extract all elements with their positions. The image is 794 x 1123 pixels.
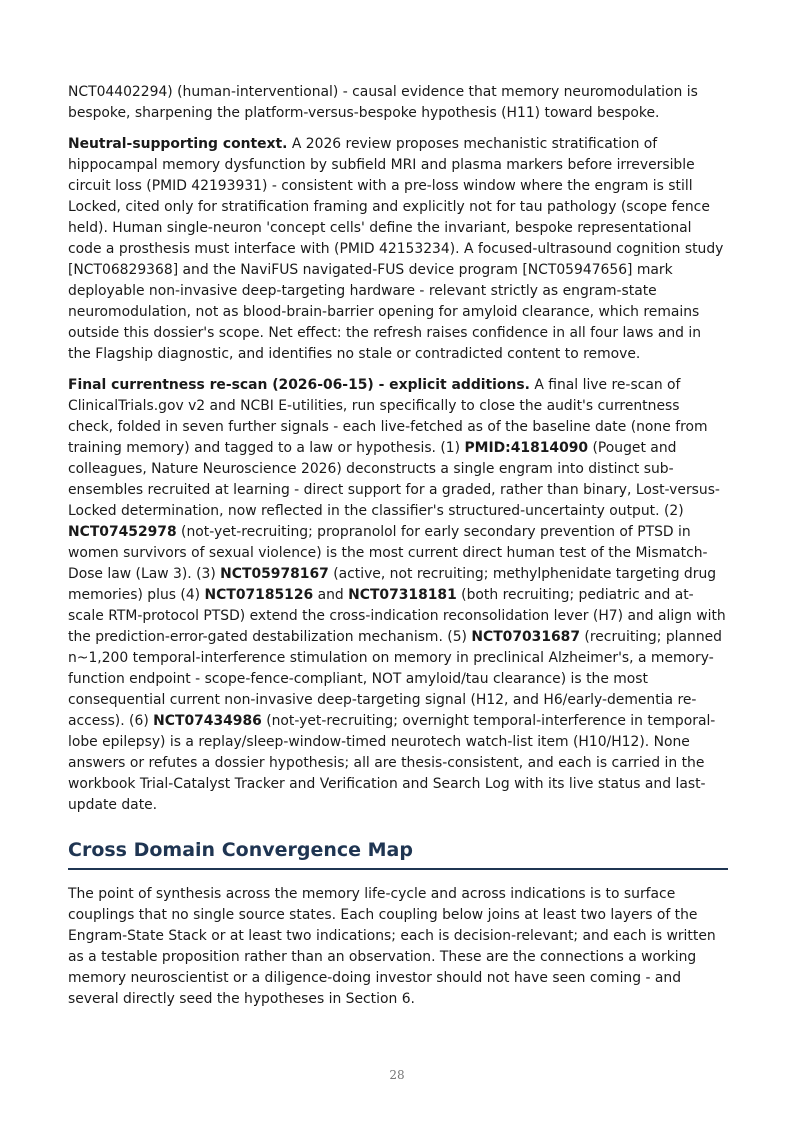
paragraph-text: A final live re-scan of ClinicalTrials.gov v2 and NCBI E-utilities, run specifically to close the audit's currentness check, folded in seven further signals - each live-fetched as of the baseline date (none from training memory) and tagged to a law or hypothesis. (1) <box>68 377 708 456</box>
paragraph-lead: Neutral-supporting context. <box>68 136 288 152</box>
reference-id: NCT07185126 <box>204 587 314 603</box>
page-number: 28 <box>389 1068 405 1082</box>
paragraph-text: (recruiting; planned n~1,200 temporal-interference stimulation on memory in preclinical Alzheimer's, a memory-function endpoint - scope-fence-compliant, NOT amyloid/tau clearance) is the most consequential current non-invasive deep-targeting signal (H12, and H6/early-dementia re-access). (6) <box>68 629 722 729</box>
section-intro-paragraph: The point of synthesis across the memory life-cycle and across indications is to surface couplings that no single source states. Each coupling below joins at least two layers of the Engram-State Stack or at least two indications; each is decision-relevant; and each is written as a testable proposition rather than an observation. These are the connections a working memory neuroscientist or a diligence-doing investor should not have seen coming - and several directly seed the hypotheses in Section 6. <box>68 886 716 1007</box>
page-content <box>68 82 728 1020</box>
paragraph-text: (not-yet-recruiting; overnight temporal-interference in temporal-lobe epilepsy) is a replay/sleep-window-timed neurotech watch-list item (H10/H12). None answers or refutes a dossier hypothesis; all are thesis-consistent, and each is carried in the workbook Trial-Catalyst Tracker and Verification and Search Log with its live status and last-update date. <box>68 713 716 813</box>
paragraph-text: (Pouget and colleagues, Nature Neuroscience 2026) deconstructs a single engram into distinct sub-ensembles recruited at learning - direct support for a graded, rather than binary, Lost-versus-Locked determination, now reflected in the classifier's structured-uncertainty output. (2) <box>68 440 720 519</box>
paragraph-text: (both recruiting; pediatric and at-scale RTM-protocol PTSD) extend the cross-indication reconsolidation lever (H7) and align with the prediction-error-gated destabilization mechanism. (5) <box>68 587 726 645</box>
reference-id: NCT07318181 <box>348 587 457 603</box>
reference-id: NCT05978167 <box>220 566 329 582</box>
paragraph-text: A 2026 review proposes mechanistic stratification of hippocampal memory dysfunction by subfield MRI and plasma markers before irreversible circuit loss (PMID 42193931) - consistent with a pre-loss window where the engram is still Locked, cited only for stratification framing and explicitly not for tau pathology (scope fence held). Human single-neuron 'concept cells' define the invariant, bespoke representational code a prosthesis must interface with (PMID 42153234). A focused-ultrasound cognition study [NCT06829368] and the NaviFUS navigated-FUS device program [NCT05947656] mark deployable non-invasive deep-targeting hardware - relevant strictly as engram-state neuromodulation, not as blood-brain-barrier opening for amyloid clearance, which remains outside this dossier's scope. Net effect: the refresh raises confidence in all four laws and in the Flagship diagnostic, and identifies no stale or contradicted content to remove. <box>68 136 724 362</box>
paragraph-continuation <box>68 82 728 124</box>
paragraph-final-rescan <box>68 375 728 816</box>
reference-id: NCT07434986 <box>153 713 262 729</box>
reference-id: PMID:41814090 <box>464 440 589 456</box>
section-heading: Cross Domain Convergence Map <box>68 838 728 870</box>
paragraph-text: and <box>313 587 349 603</box>
paragraph-neutral-context <box>68 134 728 365</box>
paragraph-text: (active, not recruiting; methylphenidate targeting drug memories) plus (4) <box>68 566 717 603</box>
reference-id: NCT07031687 <box>471 629 581 645</box>
paragraph-text: NCT04402294) (human-interventional) - causal evidence that memory neuromodulation is bespoke, sharpening the platform-versus-bespoke hypothesis (H11) toward bespoke. <box>68 84 698 121</box>
paragraph-lead: Final currentness re-scan (2026-06-15) - explicit additions. <box>68 377 530 393</box>
reference-id: NCT07452978 <box>68 524 177 540</box>
paragraph-text: (not-yet-recruiting; propranolol for early secondary prevention of PTSD in women survivors of sexual violence) is the most current direct human test of the Mismatch-Dose law (Law 3). (3) <box>68 524 708 582</box>
